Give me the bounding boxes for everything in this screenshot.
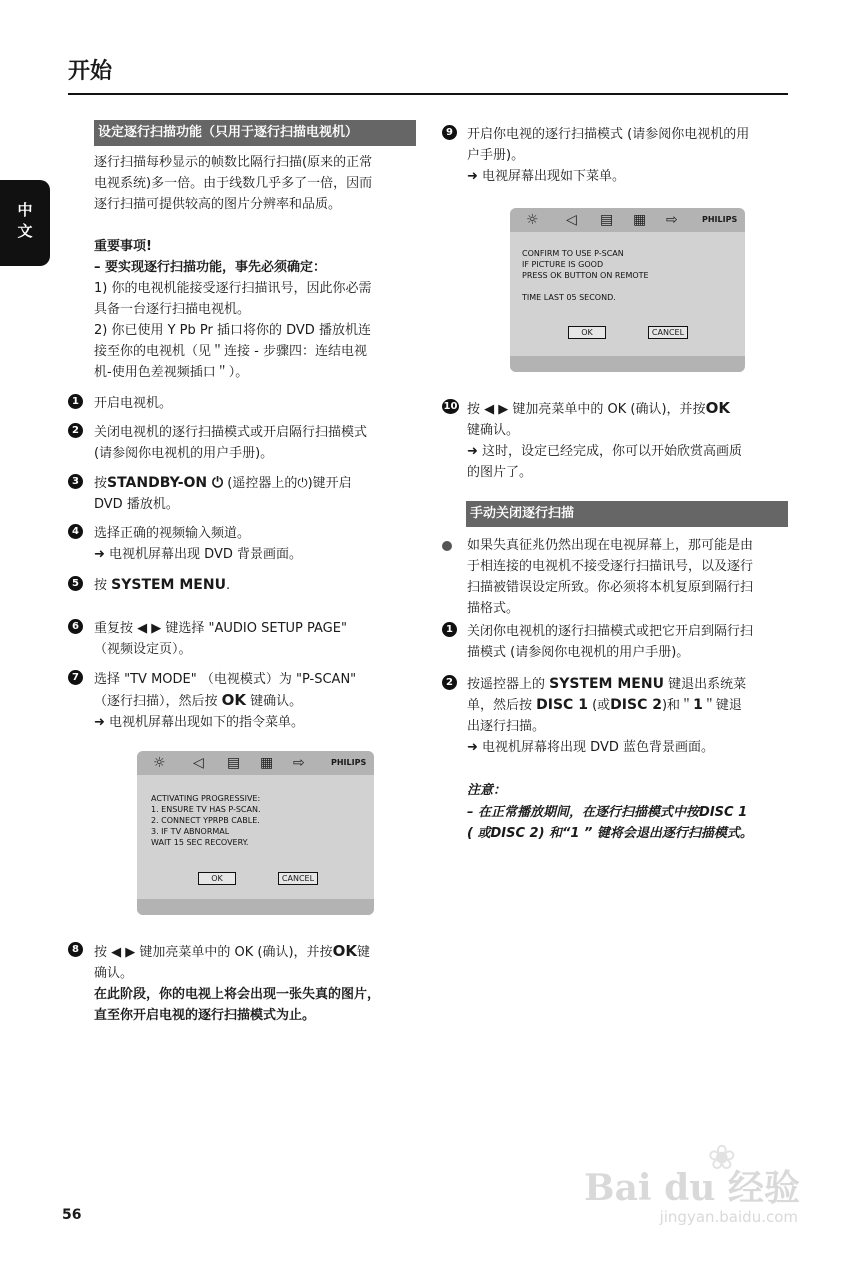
philips-logo: PHILIPS (702, 215, 738, 224)
osd-message (522, 248, 649, 303)
step-8 (94, 941, 424, 1026)
note-title: 注意： (467, 783, 507, 798)
bullet-dot (442, 541, 452, 551)
step-line: 选择正确的视频输入频道。 (94, 526, 251, 541)
osd-ok-button[interactable]: OK (198, 872, 236, 885)
important-title: 重要事项! (94, 239, 152, 254)
manual-step-number-1: 1 (442, 622, 457, 637)
ok-key-label: OK (332, 942, 357, 960)
bullet-line: 于相连接的电视机不接受逐行扫描讯号，以及逐行 (467, 559, 754, 574)
step-text: . (225, 578, 231, 593)
step-number-9: 9 (442, 125, 457, 140)
step-number-3: 3 (68, 474, 83, 489)
speaker-icon: ◁ (193, 755, 204, 771)
step-line: 确认。 (94, 966, 134, 981)
osd-ok-button[interactable]: OK (568, 326, 606, 339)
osd-line: WAIT 15 SEC RECOVERY. (151, 838, 249, 847)
note-text (467, 802, 797, 844)
step-result: ➜ 电视屏幕出现如下菜单。 (467, 169, 626, 184)
step-text: 按 ◀ ▶ 键加亮菜单中的 OK (确认)，并按 (467, 402, 706, 417)
step-number-7: 7 (68, 670, 83, 685)
osd-line: ACTIVATING PROGRESSIVE: (151, 794, 261, 803)
step-line: 的图片了。 (467, 465, 533, 480)
step-text: (遥控器上的⏻)键开启 (223, 476, 352, 491)
gear-icon: ☼ (153, 755, 166, 771)
osd-menu-activating (137, 751, 374, 915)
ok-key-label: OK (221, 691, 247, 709)
video-icon: ▤ (600, 212, 614, 228)
note-line: – 在正常播放期间，在逐行扫描模式中按DISC 1 (467, 805, 748, 820)
system-menu-key-label: SYSTEM MENU (549, 676, 664, 692)
step-text: 按 (94, 476, 108, 491)
exit-icon: ⇨ (293, 755, 305, 771)
step-3 (94, 473, 352, 515)
important-line: 机-使用色差视频插口＂）。 (94, 365, 249, 380)
step-text: 按 ◀ ▶ 键加亮菜单中的 OK (确认)，并按 (94, 945, 333, 960)
step-line: （视频设定页）。 (94, 642, 192, 657)
osd-menu-confirm (510, 208, 745, 372)
step-result: ➜ 电视机屏幕将出现 DVD 蓝色背景画面。 (467, 740, 714, 755)
intro-paragraph (94, 152, 424, 215)
disc2-key-label: DISC 2 (610, 697, 662, 713)
note-line: ( 或DISC 2) 和“1 ” 键将会退出逐行扫描模式。 (467, 826, 753, 841)
step-text: 按 (94, 578, 112, 593)
step-line: 关闭你电视机的逐行扫描模式或把它开启到隔行扫 (467, 624, 754, 639)
intro-line: 逐行扫描可提供较高的图片分辨率和品质。 (94, 197, 342, 212)
exit-icon: ⇨ (666, 212, 678, 228)
step-5 (94, 575, 230, 596)
important-line: 具备一台逐行扫描电视机。 (94, 302, 251, 317)
step-number-6: 6 (68, 619, 83, 634)
step-text: 按遥控器上的 (467, 677, 550, 692)
language-tab-label: 中文 (15, 202, 34, 244)
grid-icon: ▦ (260, 755, 274, 771)
language-tab (0, 180, 50, 266)
bullet-line: 描格式。 (467, 601, 520, 616)
step-number-4: 4 (68, 524, 83, 539)
step-line: 描模式 (请参阅你电视机的用户手册)。 (467, 645, 690, 660)
step-9 (467, 124, 749, 187)
step-result: ➜ 这时，设定已经完成，你可以开始欣赏高画质 (467, 444, 743, 459)
step-result: ➜ 电视机屏幕出现 DVD 背景画面。 (94, 547, 302, 562)
osd-footer (510, 356, 745, 372)
gear-icon: ☼ (526, 212, 539, 228)
step-number-5: 5 (68, 576, 83, 591)
step-line: DVD 播放机。 (94, 497, 179, 512)
step-number-10: 10 (443, 401, 458, 412)
important-list (94, 278, 424, 383)
step-text: )和＂ (661, 698, 694, 713)
important-line: 接至你的电视机（见＂连接 - 步骤四：连结电视 (94, 344, 367, 359)
osd-line: PRESS OK BUTTON ON REMOTE (522, 271, 649, 280)
step-line: 关闭电视机的逐行扫描模式或开启隔行扫描模式 (94, 425, 368, 440)
step-text: (或 (587, 698, 611, 713)
section-title-manual-off: 手动关闭逐行扫描 (466, 501, 788, 527)
important-line: 1) 你的电视机能接受逐行扫描讯号，因此你必需 (94, 281, 372, 296)
grid-icon: ▦ (633, 212, 647, 228)
step-text: 键确认。 (246, 694, 303, 709)
manual-step-1 (467, 621, 753, 663)
ok-key-label: OK (705, 399, 730, 417)
step-text: 单，然后按 (467, 698, 537, 713)
osd-line: 3. IF TV ABNORMAL (151, 827, 230, 836)
step-number-2: 2 (68, 423, 83, 438)
step-text: ＂键退 (702, 698, 742, 713)
speaker-icon: ◁ (566, 212, 577, 228)
watermark-logo: Bai du 经验 (584, 1167, 800, 1209)
watermark-url: jingyan.baidu.com (659, 1208, 798, 1226)
manual-step-number-2: 2 (442, 675, 457, 690)
manual-step-2 (467, 674, 797, 758)
important-line: 2) 你已使用 Y Pb Pr 插口将你的 DVD 播放机连 (94, 323, 371, 338)
important-subtitle: – 要实现逐行扫描功能，事先必须确定： (94, 260, 327, 275)
step-line: 出逐行扫描。 (467, 719, 546, 734)
standby-key-label: STANDBY-ON ⏻ (107, 475, 224, 491)
section-title-progressive-scan: 设定逐行扫描功能（只用于逐行扫描电视机） (94, 120, 416, 146)
key-1-label: 1 (693, 697, 703, 713)
step-number-1: 1 (68, 394, 83, 409)
system-menu-key-label: SYSTEM MENU (111, 577, 226, 593)
osd-cancel-button[interactable]: CANCEL (278, 872, 318, 885)
paw-logo-icon: ❀ (707, 1138, 736, 1178)
page-number: 56 (62, 1207, 82, 1223)
step-text: （逐行扫描），然后按 (94, 694, 222, 709)
disc1-key-label: DISC 1 (536, 697, 588, 713)
step-line: 键确认。 (467, 423, 520, 438)
intro-line: 电视系统)多一倍。由于线数几乎多了一倍，因而 (94, 176, 373, 191)
page-title: 开始 (68, 59, 113, 84)
step-result: ➜ 电视机屏幕出现如下的指令菜单。 (94, 715, 305, 730)
warning-line: 在此阶段，你的电视上将会出现一张失真的图片， (94, 987, 381, 1002)
step-4 (94, 523, 302, 565)
warning-line: 直至你开启电视的逐行扫描模式为止。 (94, 1008, 316, 1023)
osd-line: 1. ENSURE TV HAS P-SCAN. (151, 805, 261, 814)
step-10 (467, 398, 797, 483)
step-line: 选择 "TV MODE" （电视模式）为 "P-SCAN" (94, 672, 357, 687)
video-icon: ▤ (227, 755, 241, 771)
step-text: 键 (356, 945, 370, 960)
bullet-paragraph (467, 535, 753, 619)
step-number-8: 8 (68, 942, 83, 957)
osd-footer (137, 899, 374, 915)
step-line: (请参阅你电视机的用户手册)。 (94, 446, 274, 461)
step-7 (94, 669, 356, 733)
title-rule (68, 93, 788, 95)
bullet-line: 扫描被错误设定所致。你必须将本机复原到隔行扫 (467, 580, 754, 595)
osd-line: TIME LAST 05 SECOND. (522, 293, 616, 302)
step-6 (94, 618, 347, 660)
step-line: 开启你电视的逐行扫描模式 (请参阅你电视机的用 (467, 127, 750, 142)
osd-line: CONFIRM TO USE P-SCAN (522, 249, 624, 258)
step-2 (94, 422, 367, 464)
osd-message (151, 793, 261, 848)
osd-line: IF PICTURE IS GOOD (522, 260, 604, 269)
step-line: 重复按 ◀ ▶ 键选择 "AUDIO SETUP PAGE" (94, 621, 347, 636)
step-1: 开启电视机。 (94, 396, 173, 411)
osd-cancel-button[interactable]: CANCEL (648, 326, 688, 339)
osd-line (522, 281, 649, 292)
osd-line: 2. CONNECT YPRPB CABLE. (151, 816, 260, 825)
step-line: 户手册)。 (467, 148, 525, 163)
step-text: 键退出系统菜 (663, 677, 747, 692)
intro-line: 逐行扫描每秒显示的帧数比隔行扫描(原来的正常 (94, 155, 373, 170)
philips-logo: PHILIPS (331, 758, 367, 767)
bullet-line: 如果失真征兆仍然出现在电视屏幕上，那可能是由 (467, 538, 754, 553)
